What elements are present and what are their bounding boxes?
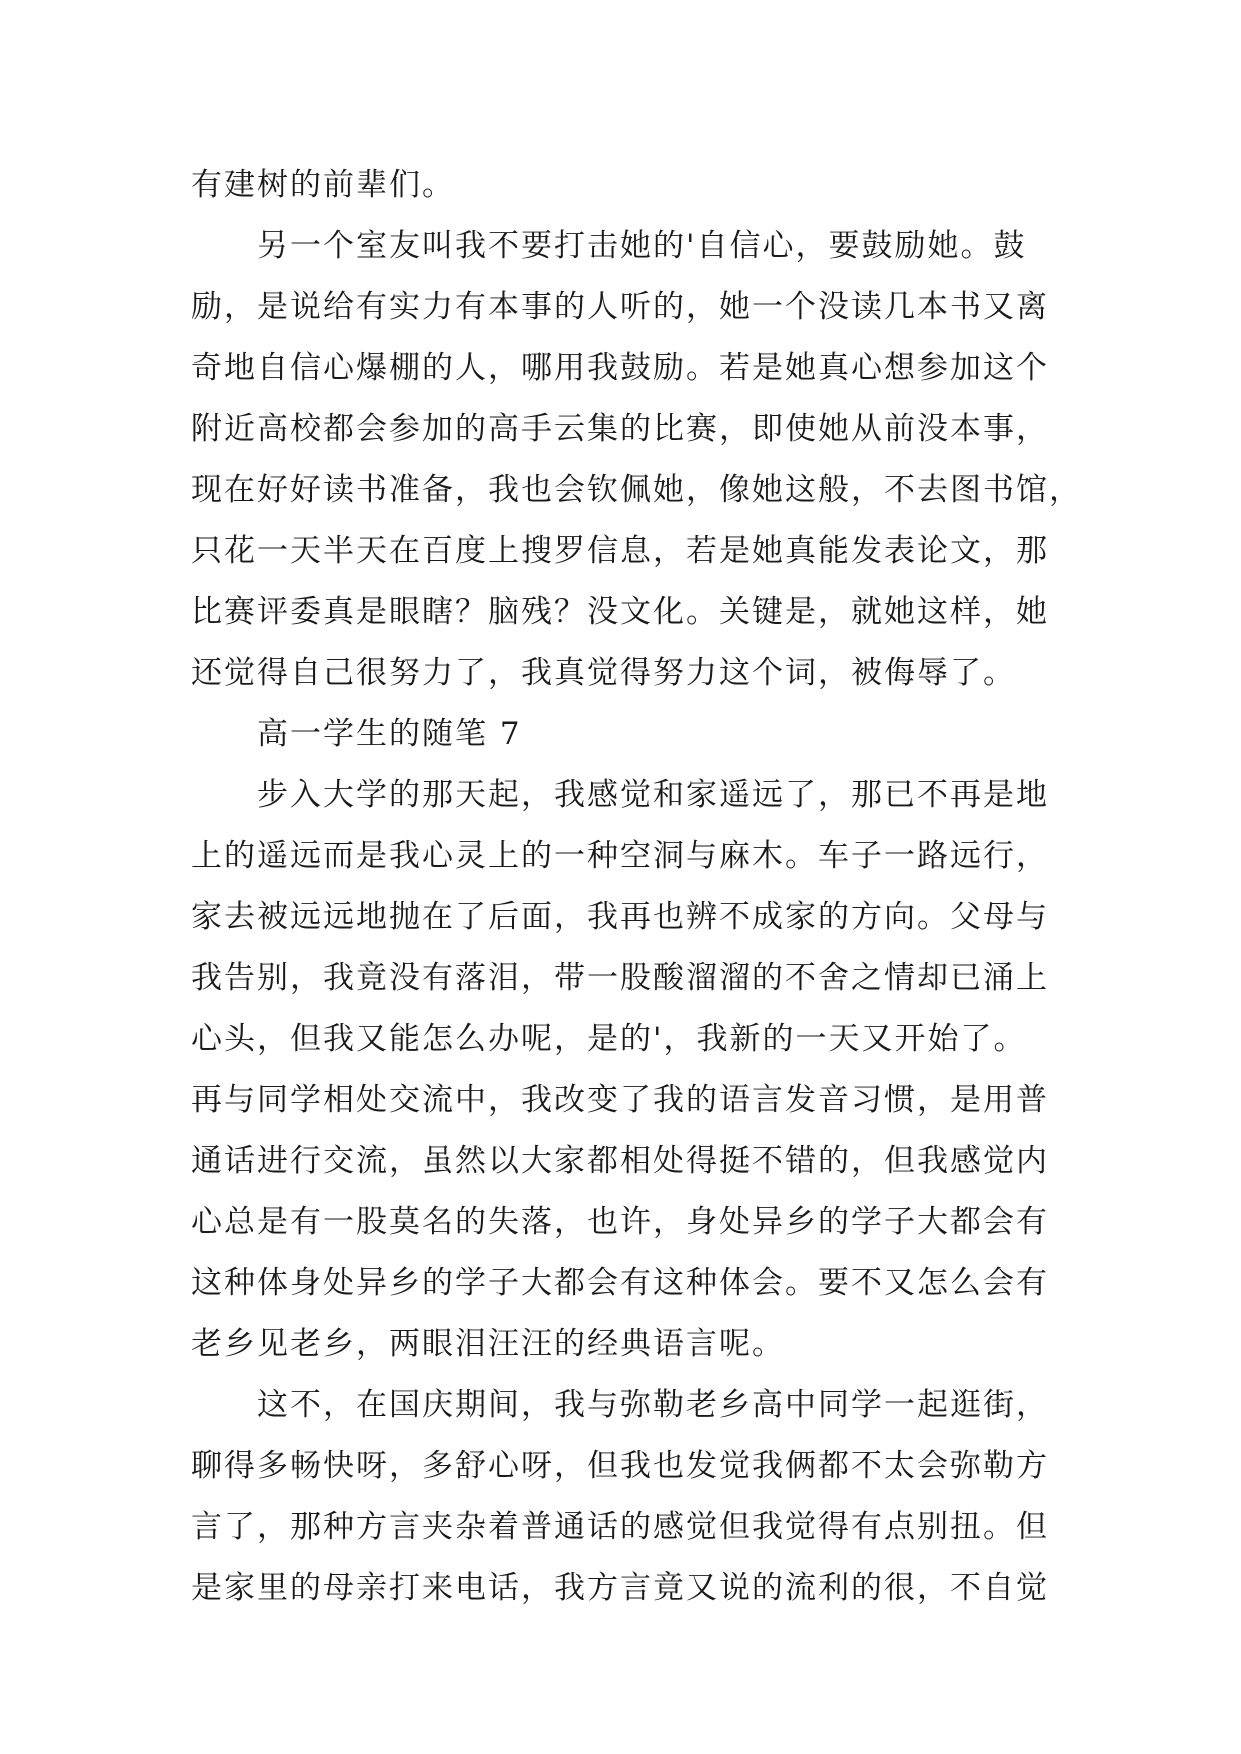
text-line: 励，是说给有实力有本事的人听的，她一个没读几本书又离 — [191, 289, 1049, 325]
paragraph-start-line: 步入大学的那天起，我感觉和家遥远了，那已不再是地 — [257, 777, 1049, 813]
text-line: 老乡见老乡，两眼泪汪汪的经典语言呢。 — [191, 1326, 785, 1362]
text-line: 再与同学相处交流中，我改变了我的语言发音习惯，是用普 — [191, 1082, 1049, 1118]
text-line: 我告别，我竟没有落泪，带一股酸溜溜的不舍之情却已涌上 — [191, 960, 1049, 996]
text-line: 聊得多畅快呀，多舒心呀，但我也发觉我俩都不太会弥勒方 — [191, 1448, 1049, 1484]
section-heading: 高一学生的随笔 7 — [257, 716, 522, 752]
text-line: 这种体身处异乡的学子大都会有这种体会。要不又怎么会有 — [191, 1265, 1049, 1301]
paragraph-start-line: 另一个室友叫我不要打击她的'自信心，要鼓励她。鼓 — [257, 228, 1027, 264]
paragraph-start-line: 这不，在国庆期间，我与弥勒老乡高中同学一起逛街， — [257, 1387, 1049, 1423]
text-line: 还觉得自己很努力了，我真觉得努力这个词，被侮辱了。 — [191, 655, 1016, 691]
text-line: 比赛评委真是眼瞎？脑残？没文化。关键是，就她这样，她 — [191, 594, 1049, 630]
text-line: 有建树的前辈们。 — [191, 167, 455, 203]
text-line: 奇地自信心爆棚的人，哪用我鼓励。若是她真心想参加这个 — [191, 350, 1049, 386]
text-line: 心总是有一股莫名的失落，也许，身处异乡的学子大都会有 — [191, 1204, 1049, 1240]
text-line: 心头，但我又能怎么办呢，是的'，我新的一天又开始了。 — [191, 1021, 1027, 1057]
text-line: 言了，那种方言夹杂着普通话的感觉但我觉得有点别扭。但 — [191, 1509, 1049, 1545]
document-body — [191, 155, 1082, 1619]
text-line: 上的遥远而是我心灵上的一种空洞与麻木。车子一路远行， — [191, 838, 1049, 874]
text-line: 附近高校都会参加的高手云集的比赛，即使她从前没本事， — [191, 411, 1049, 447]
text-line: 只花一天半天在百度上搜罗信息，若是她真能发表论文，那 — [191, 533, 1049, 569]
text-line: 现在好好读书准备，我也会钦佩她，像她这般，不去图书馆， — [191, 472, 1082, 508]
text-line: 通话进行交流，虽然以大家都相处得挺不错的，但我感觉内 — [191, 1143, 1049, 1179]
text-line: 家去被远远地抛在了后面，我再也辨不成家的方向。父母与 — [191, 899, 1049, 935]
text-line: 是家里的母亲打来电话，我方言竟又说的流利的很，不自觉 — [191, 1570, 1049, 1606]
